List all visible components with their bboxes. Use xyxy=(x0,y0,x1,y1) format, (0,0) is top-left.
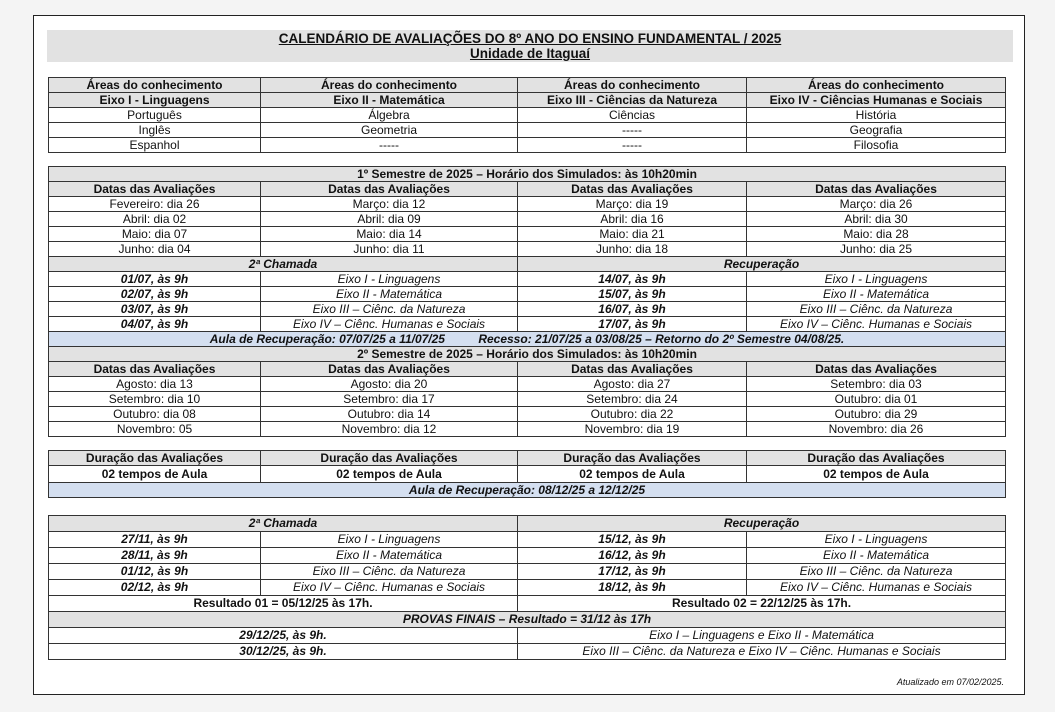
provas-date: 30/12/25, às 9h. xyxy=(49,644,518,660)
date-cell: Abril: dia 30 xyxy=(747,212,1006,227)
page-title: CALENDÁRIO DE AVALIAÇÕES DO 8º ANO DO ENSINO FUNDAMENTAL / 2025 xyxy=(278,31,782,46)
date-cell: Agosto: dia 20 xyxy=(261,377,518,392)
exam-date: 17/12, às 9h xyxy=(518,564,747,580)
recuperacao-heading: Recuperação xyxy=(518,516,1006,532)
exam-date: 18/12, às 9h xyxy=(518,580,747,596)
subject-cell: ----- xyxy=(261,138,518,153)
exam-subject: Eixo IV – Ciênc. Humanas e Sociais xyxy=(261,317,518,332)
table-row xyxy=(49,197,1006,212)
table-row xyxy=(49,407,1006,422)
date-cell: Outubro: dia 29 xyxy=(747,407,1006,422)
exam-subject: Eixo III – Ciênc. da Natureza xyxy=(261,564,518,580)
updated-note: Atualizado em 07/02/2025. xyxy=(896,677,1004,687)
recuperacao-heading: Recuperação xyxy=(518,257,1006,272)
eixo-label: Eixo IV - Ciências Humanas e Sociais xyxy=(747,93,1006,108)
date-cell: Novembro: dia 26 xyxy=(747,422,1006,437)
chamada-heading-row xyxy=(49,257,1006,272)
subject-cell: Álgebra xyxy=(261,108,518,123)
date-cell: Setembro: dia 10 xyxy=(49,392,261,407)
eixo-label: Eixo II - Matemática xyxy=(261,93,518,108)
table-row xyxy=(49,242,1006,257)
areas-heading-row xyxy=(49,78,1006,93)
exam-date: 15/07, às 9h xyxy=(518,287,747,302)
provas-finais-heading: PROVAS FINAIS – Resultado = 31/12 às 17h xyxy=(49,612,1006,628)
dates-heading: Datas das Avaliações xyxy=(518,362,747,377)
table-row xyxy=(49,227,1006,242)
exam-subject: Eixo III – Ciênc. da Natureza xyxy=(747,302,1006,317)
exam-date: 17/07, às 9h xyxy=(518,317,747,332)
date-cell: Maio: dia 07 xyxy=(49,227,261,242)
exam-subject: Eixo I - Linguagens xyxy=(747,532,1006,548)
exam-subject: Eixo II - Matemática xyxy=(747,548,1006,564)
date-cell: Abril: dia 02 xyxy=(49,212,261,227)
exam-subject: Eixo II - Matemática xyxy=(747,287,1006,302)
provas-subject: Eixo I – Linguagens e Eixo II - Matemática xyxy=(518,628,1006,644)
date-cell: Junho: dia 25 xyxy=(747,242,1006,257)
provas-subject: Eixo III – Ciênc. da Natureza e Eixo IV – Ciênc. Humanas e Sociais xyxy=(518,644,1006,660)
sem2-heading: 2º Semestre de 2025 – Horário dos Simulados: às 10h20min xyxy=(49,347,1006,362)
date-cell: Abril: dia 16 xyxy=(518,212,747,227)
exam-date: 27/11, às 9h xyxy=(49,532,261,548)
recuperacao-banner: Aula de Recuperação: 08/12/25 a 12/12/25 xyxy=(49,483,1006,498)
resultado-2: Resultado 02 = 22/12/25 às 17h. xyxy=(518,596,1006,612)
provas-row xyxy=(49,644,1006,660)
duration-table xyxy=(48,450,1006,498)
exam-date: 16/07, às 9h xyxy=(518,302,747,317)
exam-subject: Eixo II - Matemática xyxy=(261,287,518,302)
date-cell: Setembro: dia 24 xyxy=(518,392,747,407)
title-box xyxy=(47,30,1013,62)
exam-subject: Eixo II - Matemática xyxy=(261,548,518,564)
duration-value: 02 tempos de Aula xyxy=(49,466,261,483)
page-subtitle: Unidade de Itaguaí xyxy=(469,46,591,61)
duration-row xyxy=(49,466,1006,483)
subject-cell: ----- xyxy=(518,138,747,153)
table-row xyxy=(49,212,1006,227)
semesters-table xyxy=(48,166,1006,437)
date-cell: Outubro: dia 22 xyxy=(518,407,747,422)
final-table xyxy=(48,515,1006,660)
subject-cell: Espanhol xyxy=(49,138,261,153)
table-row xyxy=(49,422,1006,437)
exam-subject: Eixo IV – Ciênc. Humanas e Sociais xyxy=(747,580,1006,596)
subject-cell: ----- xyxy=(518,123,747,138)
eixo-row xyxy=(49,93,1006,108)
exam-date: 01/07, às 9h xyxy=(49,272,261,287)
eixo-label: Eixo I - Linguagens xyxy=(49,93,261,108)
subject-cell: Inglês xyxy=(49,123,261,138)
duration-heading: Duração das Avaliações xyxy=(49,451,261,466)
duration-value: 02 tempos de Aula xyxy=(261,466,518,483)
areas-heading: Áreas do conhecimento xyxy=(49,78,261,93)
exam-date: 02/12, às 9h xyxy=(49,580,261,596)
date-cell: Maio: dia 14 xyxy=(261,227,518,242)
exam-date: 15/12, às 9h xyxy=(518,532,747,548)
subject-cell: Geometria xyxy=(261,123,518,138)
date-cell: Setembro: dia 03 xyxy=(747,377,1006,392)
date-cell: Maio: dia 21 xyxy=(518,227,747,242)
areas-table xyxy=(48,77,1006,153)
date-cell: Junho: dia 18 xyxy=(518,242,747,257)
duration-heading-row xyxy=(49,451,1006,466)
exam-subject: Eixo III – Ciênc. da Natureza xyxy=(261,302,518,317)
exam-row xyxy=(49,548,1006,564)
exam-subject: Eixo IV – Ciênc. Humanas e Sociais xyxy=(747,317,1006,332)
provas-date: 29/12/25, às 9h. xyxy=(49,628,518,644)
provas-row xyxy=(49,628,1006,644)
exam-date: 14/07, às 9h xyxy=(518,272,747,287)
exam-date: 02/07, às 9h xyxy=(49,287,261,302)
exam-row xyxy=(49,580,1006,596)
resultado-row xyxy=(49,596,1006,612)
date-cell: Outubro: dia 14 xyxy=(261,407,518,422)
duration-value: 02 tempos de Aula xyxy=(518,466,747,483)
date-cell: Abril: dia 09 xyxy=(261,212,518,227)
dates-heading-row xyxy=(49,362,1006,377)
exam-subject: Eixo I - Linguagens xyxy=(747,272,1006,287)
date-cell: Maio: dia 28 xyxy=(747,227,1006,242)
date-cell: Novembro: dia 12 xyxy=(261,422,518,437)
areas-heading: Áreas do conhecimento xyxy=(261,78,518,93)
duration-heading: Duração das Avaliações xyxy=(261,451,518,466)
sem1-heading: 1º Semestre de 2025 – Horário dos Simulados: às 10h20min xyxy=(49,167,1006,182)
date-cell: Novembro: dia 19 xyxy=(518,422,747,437)
date-cell: Junho: dia 11 xyxy=(261,242,518,257)
subject-cell: Ciências xyxy=(518,108,747,123)
exam-row xyxy=(49,272,1006,287)
date-cell: Março: dia 19 xyxy=(518,197,747,212)
date-cell: Junho: dia 04 xyxy=(49,242,261,257)
chamada-heading: 2ª Chamada xyxy=(49,516,518,532)
duration-value: 02 tempos de Aula xyxy=(747,466,1006,483)
exam-date: 04/07, às 9h xyxy=(49,317,261,332)
resultado-1: Resultado 01 = 05/12/25 às 17h. xyxy=(49,596,518,612)
areas-heading: Áreas do conhecimento xyxy=(747,78,1006,93)
dates-heading: Datas das Avaliações xyxy=(747,182,1006,197)
date-cell: Fevereiro: dia 26 xyxy=(49,197,261,212)
subject-cell: Geografia xyxy=(747,123,1006,138)
chamada-heading-row xyxy=(49,516,1006,532)
exam-subject: Eixo I - Linguagens xyxy=(261,532,518,548)
areas-heading: Áreas do conhecimento xyxy=(518,78,747,93)
document-page xyxy=(33,15,1025,695)
exam-row xyxy=(49,532,1006,548)
exam-row xyxy=(49,317,1006,332)
duration-heading: Duração das Avaliações xyxy=(518,451,747,466)
date-cell: Outubro: dia 08 xyxy=(49,407,261,422)
date-cell: Agosto: dia 27 xyxy=(518,377,747,392)
dates-heading: Datas das Avaliações xyxy=(747,362,1006,377)
date-cell: Novembro: 05 xyxy=(49,422,261,437)
table-row xyxy=(49,123,1006,138)
table-row xyxy=(49,108,1006,123)
exam-row xyxy=(49,302,1006,317)
chamada-heading: 2ª Chamada xyxy=(49,257,518,272)
dates-heading: Datas das Avaliações xyxy=(49,182,261,197)
exam-date: 03/07, às 9h xyxy=(49,302,261,317)
dates-heading-row xyxy=(49,182,1006,197)
dates-heading: Datas das Avaliações xyxy=(49,362,261,377)
duration-heading: Duração das Avaliações xyxy=(747,451,1006,466)
date-cell: Outubro: dia 01 xyxy=(747,392,1006,407)
date-cell: Março: dia 26 xyxy=(747,197,1006,212)
exam-date: 28/11, às 9h xyxy=(49,548,261,564)
date-cell: Setembro: dia 17 xyxy=(261,392,518,407)
exam-row xyxy=(49,287,1006,302)
table-row xyxy=(49,138,1006,153)
table-row xyxy=(49,392,1006,407)
dates-heading: Datas das Avaliações xyxy=(261,182,518,197)
exam-subject: Eixo IV – Ciênc. Humanas e Sociais xyxy=(261,580,518,596)
table-row xyxy=(49,377,1006,392)
dates-heading: Datas das Avaliações xyxy=(261,362,518,377)
eixo-label: Eixo III - Ciências da Natureza xyxy=(518,93,747,108)
sem1-banner: Aula de Recuperação: 07/07/25 a 11/07/25 Recesso: 21/07/25 a 03/08/25 – Retorno do 2º Semestre 04/08/25. xyxy=(49,332,1006,347)
exam-date: 16/12, às 9h xyxy=(518,548,747,564)
date-cell: Março: dia 12 xyxy=(261,197,518,212)
exam-date: 01/12, às 9h xyxy=(49,564,261,580)
exam-subject: Eixo III – Ciênc. da Natureza xyxy=(747,564,1006,580)
subject-cell: Filosofia xyxy=(747,138,1006,153)
subject-cell: História xyxy=(747,108,1006,123)
subject-cell: Português xyxy=(49,108,261,123)
exam-subject: Eixo I - Linguagens xyxy=(261,272,518,287)
dates-heading: Datas das Avaliações xyxy=(518,182,747,197)
date-cell: Agosto: dia 13 xyxy=(49,377,261,392)
exam-row xyxy=(49,564,1006,580)
